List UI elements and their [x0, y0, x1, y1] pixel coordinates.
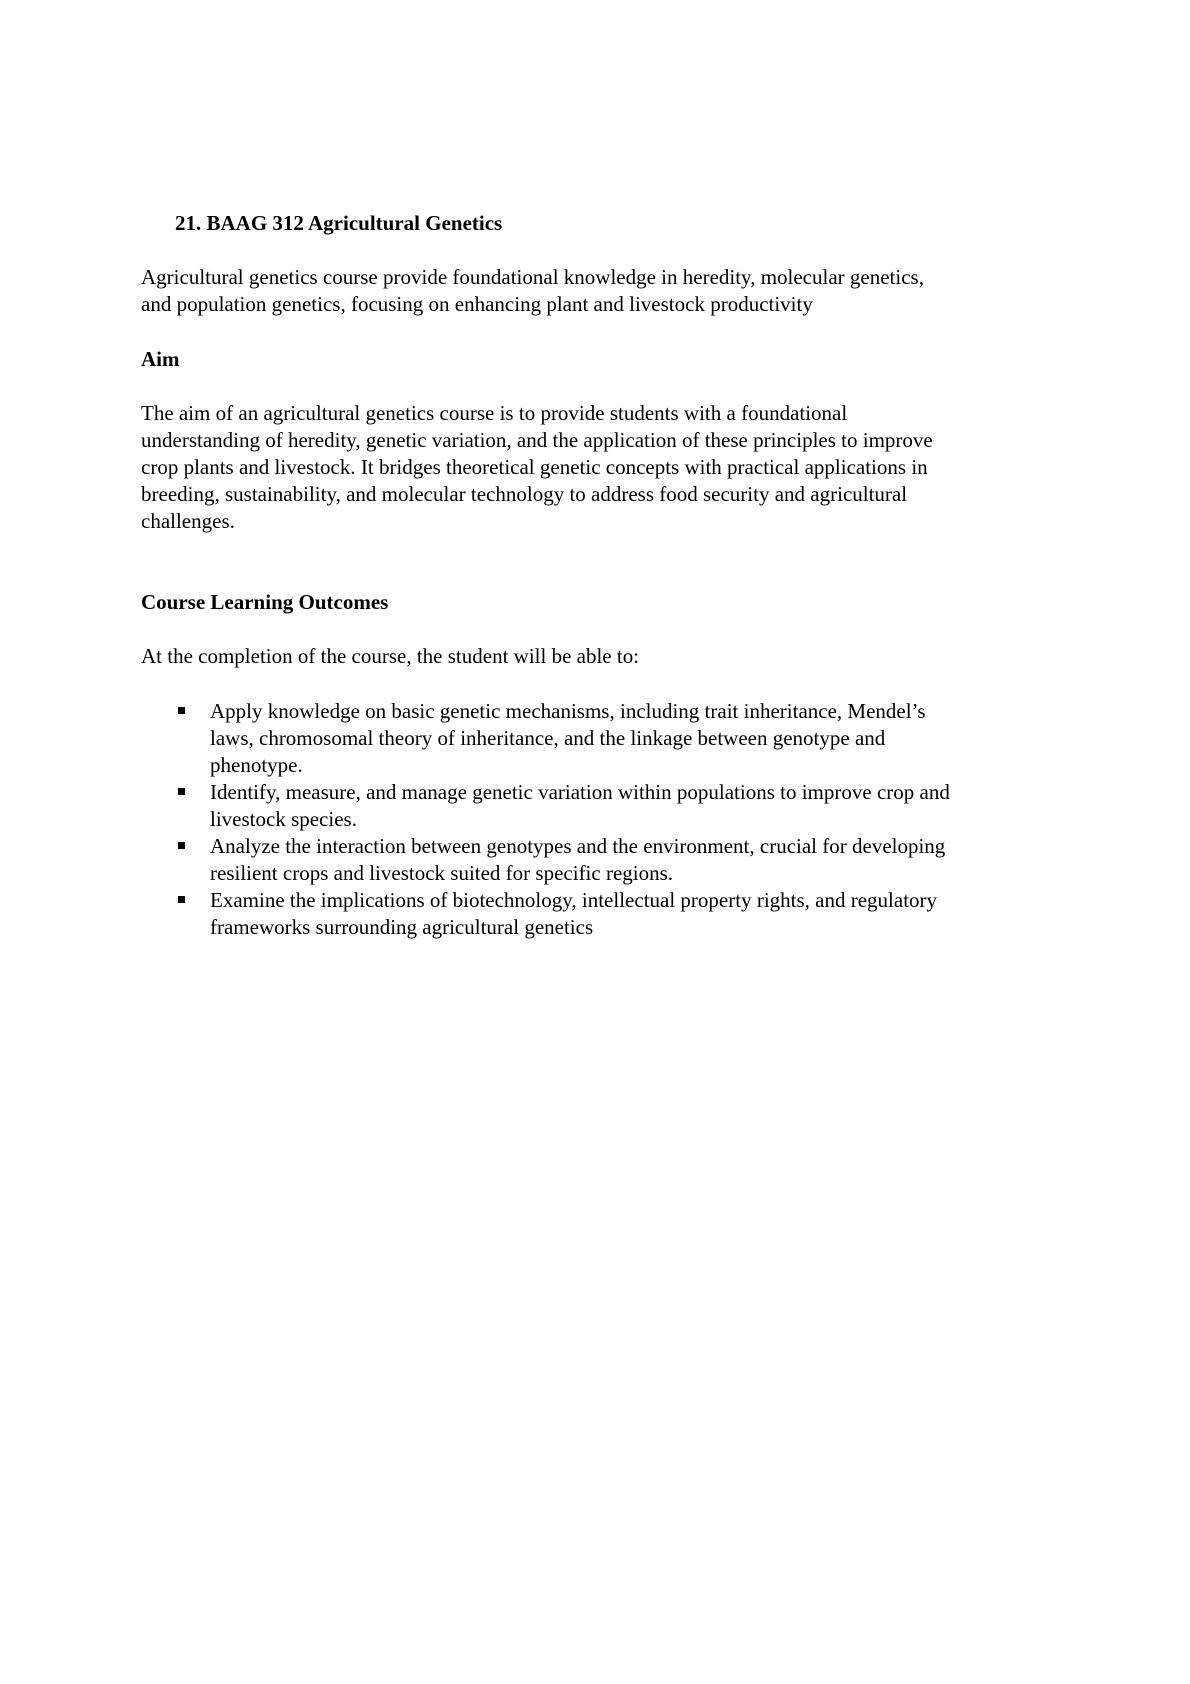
- aim-line: breeding, sustainability, and molecular technology to address food security and agricultural: [141, 482, 908, 506]
- square-bullet-icon: [178, 707, 185, 714]
- list-item: [176, 833, 1056, 887]
- square-bullet-icon: [178, 842, 185, 849]
- aim-paragraph: [141, 400, 1051, 535]
- course-description: [141, 264, 1051, 318]
- outcome-line: Apply knowledge on basic genetic mechanisms, including trait inheritance, Mendel’s: [210, 699, 926, 723]
- outcome-line: phenotype.: [210, 753, 303, 777]
- learning-outcomes-intro: [141, 643, 1051, 670]
- description-line: Agricultural genetics course provide foundational knowledge in heredity, molecular genetics,: [141, 265, 924, 289]
- aim-line: challenges.: [141, 509, 235, 533]
- outcome-line: Identify, measure, and manage genetic variation within populations to improve crop and: [210, 780, 950, 804]
- aim-line: crop plants and livestock. It bridges theoretical genetic concepts with practical applications in: [141, 455, 928, 479]
- outcome-line: laws, chromosomal theory of inheritance, and the linkage between genotype and: [210, 726, 886, 750]
- outcome-line: Examine the implications of biotechnology, intellectual property rights, and regulatory: [210, 888, 938, 912]
- aim-heading: Aim: [141, 347, 180, 371]
- list-item: [176, 779, 1056, 833]
- description-line: and population genetics, focusing on enhancing plant and livestock productivity: [141, 292, 813, 316]
- outcome-line: frameworks surrounding agricultural genetics: [210, 915, 594, 939]
- aim-line: understanding of heredity, genetic variation, and the application of these principles to improve: [141, 428, 933, 452]
- aim-line: The aim of an agricultural genetics course is to provide students with a foundational: [141, 401, 848, 425]
- outcome-line: resilient crops and livestock suited for specific regions.: [210, 861, 674, 885]
- outcome-line: Analyze the interaction between genotypes and the environment, crucial for developing: [210, 834, 946, 858]
- outcome-line: livestock species.: [210, 807, 357, 831]
- learning-outcomes-intro-line: At the completion of the course, the student will be able to:: [141, 644, 640, 668]
- learning-outcomes-heading: Course Learning Outcomes: [141, 590, 389, 614]
- learning-outcomes-list: [176, 698, 1056, 941]
- square-bullet-icon: [178, 896, 185, 903]
- square-bullet-icon: [178, 788, 185, 795]
- list-item: [176, 887, 1056, 941]
- list-item: [176, 698, 1056, 779]
- course-title: 21. BAAG 312 Agricultural Genetics: [175, 211, 503, 235]
